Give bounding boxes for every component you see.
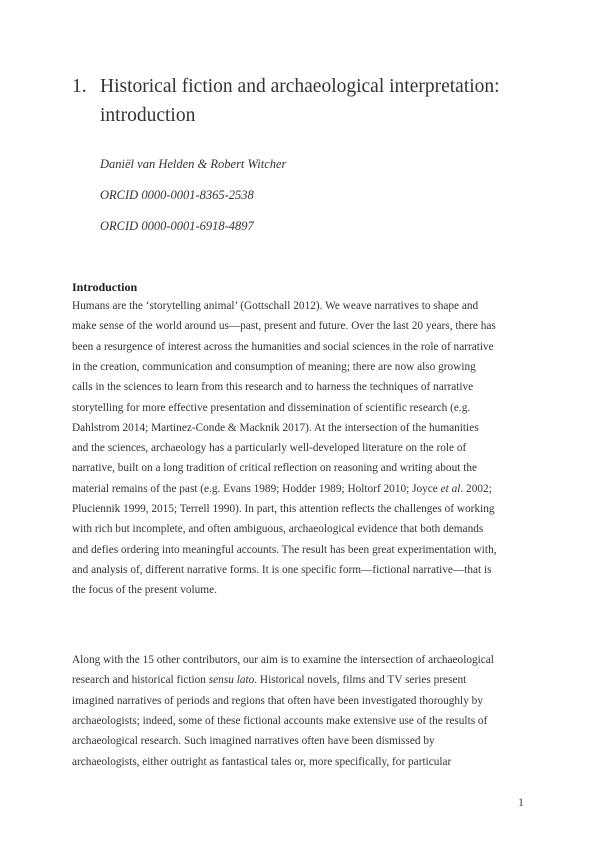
chapter-number: 1. bbox=[72, 76, 87, 97]
author-orcid-1: ORCID 0000-0001-8365-2538 bbox=[100, 188, 254, 202]
text-line: Dahlstrom 2014; Martinez-Conde & Macknik 2017). At the intersection of the humanities bbox=[72, 421, 479, 434]
text-line: archaeological research. Such imagined narratives often have been dismissed by bbox=[72, 735, 435, 748]
section-heading-introduction: Introduction bbox=[72, 280, 138, 294]
text-line: Along with the 15 other contributors, our aim is to examine the intersection of archaeological bbox=[72, 654, 494, 666]
text-line: in the creation, communication and consumption of meaning; there are now also growing bbox=[72, 360, 476, 373]
text-line: calls in the sciences to learn from this research and to harness the techniques of narrative bbox=[72, 381, 474, 394]
text-line: make sense of the world around us—past, present and future. Over the last 20 years, there has bbox=[72, 320, 496, 333]
text-line: archaeologists; indeed, some of these fictional accounts make extensive use of the results of bbox=[72, 714, 488, 727]
author-names: Daniël van Helden & Robert Witcher bbox=[100, 157, 287, 171]
text-line: archaeologists, either outright as fantastical tales or, more specifically, for particular bbox=[72, 755, 452, 768]
text-line: and defies ordering into meaningful accounts. The result has been great experimentation with, bbox=[72, 543, 497, 556]
author-orcid-2: ORCID 0000-0001-6918-4897 bbox=[100, 219, 254, 233]
text-line: Humans are the ‘storytelling animal’ (Gottschall 2012). We weave narratives to shape and bbox=[72, 300, 479, 312]
chapter-title-line-2: introduction bbox=[100, 105, 196, 126]
text-line: material remains of the past (e.g. Evans 1989; Hodder 1989; Holtorf 2010; Joyce et al. 2002; bbox=[72, 482, 492, 495]
text-line: Pluciennik 1999, 2015; Terrell 1990). In part, this attention reflects the challenges of working bbox=[72, 503, 495, 515]
page-number: 1 bbox=[518, 795, 524, 809]
text-line: and analysis of, different narrative forms. It is one specific form—fictional narrative—that is bbox=[72, 563, 492, 576]
text-line: storytelling for more effective presentation and dissemination of scientific research (e.g. bbox=[72, 401, 471, 414]
text-line: the focus of the present volume. bbox=[72, 584, 217, 597]
text-line: been a resurgence of interest across the humanities and social sciences in the role of narrative bbox=[72, 340, 494, 353]
text-line: imagined narratives of periods and regions that often have been investigated thoroughly by bbox=[72, 694, 483, 707]
text-line: and the sciences, archaeology has a particularly well-developed literature on the role of bbox=[72, 442, 467, 455]
chapter-title-line-1: Historical fiction and archaeological interpretation: bbox=[100, 76, 500, 97]
text-line: narrative, built on a long tradition of critical reflection on reasoning and writing about the bbox=[72, 462, 477, 475]
text-line: research and historical fiction sensu lato. Historical novels, films and TV series present bbox=[72, 674, 467, 687]
text-line: with rich but incomplete, and often ambiguous, archaeological evidence that both demands bbox=[72, 523, 484, 536]
